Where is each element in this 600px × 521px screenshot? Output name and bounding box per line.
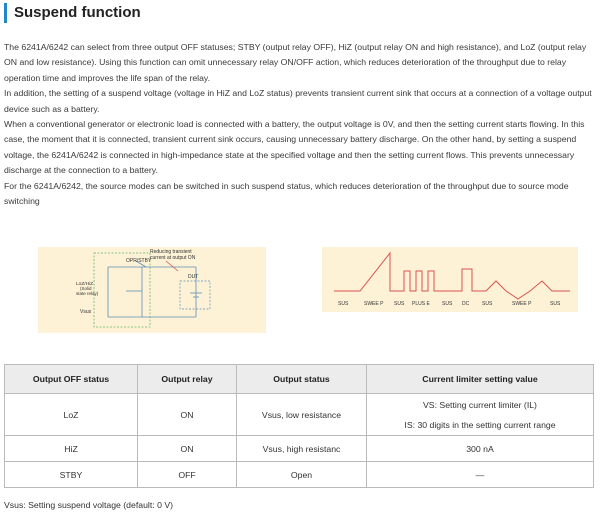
column-header: Output OFF status bbox=[5, 365, 138, 394]
table-cell: ON bbox=[138, 394, 237, 436]
wave-label: SUS bbox=[482, 301, 493, 307]
table-cell: Vsus, high resistanc bbox=[237, 436, 367, 462]
table-cell: 300 nA bbox=[367, 436, 594, 462]
table-cell: STBY bbox=[5, 462, 138, 488]
opr-label: OPR/STBY bbox=[126, 258, 152, 264]
description bbox=[4, 40, 594, 209]
paragraph: When a conventional generator or electronic load is connected with a battery, the output voltage is 0V, and then the setting current starts flowing. In this case, the moment that it is connected, transient current sink occurs, causing unnecessary battery discharge. On the other hand, by setting a suspend voltage, the 6241A/6242 is connected in high-impedance state at the specified voltage and then the setting current flows. This prevents unnecessary discharge at the connection to a battery. bbox=[4, 119, 585, 176]
table-cell: — bbox=[367, 462, 594, 488]
dut-label: DUT bbox=[188, 274, 199, 280]
table-cell: HiZ bbox=[5, 436, 138, 462]
table-cell: ON bbox=[138, 436, 237, 462]
paragraph: In addition, the setting of a suspend voltage (voltage in HiZ and LoZ status) prevents transient current sink that occurs at a connection of a voltage output device such as a battery. bbox=[4, 88, 592, 114]
column-header: Current limiter setting value bbox=[367, 365, 594, 394]
waveform-line bbox=[334, 253, 570, 299]
wave-label: SUS bbox=[442, 301, 453, 307]
wave-label: SUS bbox=[550, 301, 561, 307]
table-cell: OFF bbox=[138, 462, 237, 488]
wave-label: SWEE P bbox=[364, 301, 384, 307]
wave-label: SWEE P bbox=[512, 301, 532, 307]
table-row bbox=[5, 394, 594, 436]
column-header: Output status bbox=[237, 365, 367, 394]
wave-label: PLUS E bbox=[412, 301, 430, 307]
table-cell bbox=[367, 394, 594, 436]
relay-label-1: LoZ/HiZ bbox=[76, 282, 94, 287]
table-row bbox=[5, 462, 594, 488]
relay-label-2: (Solid bbox=[80, 286, 92, 291]
relay-label-3: state relay) bbox=[76, 291, 99, 296]
dut-box bbox=[180, 281, 210, 309]
wave-label: DC bbox=[462, 301, 470, 307]
waveform-diagram bbox=[322, 247, 578, 312]
limit-line: IS: 30 digits in the setting current range bbox=[404, 419, 556, 430]
table-cell: LoZ bbox=[5, 394, 138, 436]
limit-line: VS: Setting current limiter (IL) bbox=[423, 399, 537, 410]
wave-label: SUS bbox=[394, 301, 405, 307]
suspend-status-table bbox=[4, 364, 594, 488]
table-cell: Vsus, low resistance bbox=[237, 394, 367, 436]
paragraph: The 6241A/6242 can select from three output OFF statuses; STBY (output relay OFF), HiZ (output relay ON and high resistance), and LoZ (output relay ON and low resistance). Using this function can omit unnecessary relay ON/OFF action, which reduces deterioration of the throughput due to relay operation time and improves the life span of the relay. bbox=[4, 42, 587, 83]
transient-note-1: Reducing transient bbox=[150, 249, 192, 255]
table-row bbox=[5, 436, 594, 462]
transient-note-2: current at output ON bbox=[150, 255, 196, 261]
circuit-diagram bbox=[38, 247, 266, 333]
wave-label: SUS bbox=[338, 301, 349, 307]
paragraph: For the 6241A/6242, the source modes can be switched in such suspend status, which reduces deterioration of the throughput due to source mode switching bbox=[4, 180, 569, 207]
section-heading: Suspend function bbox=[4, 3, 141, 23]
footnote: Vsus: Setting suspend voltage (default: 0 V) bbox=[4, 500, 174, 510]
vsus-label: Vsus bbox=[80, 309, 92, 315]
transient-arrow bbox=[166, 261, 178, 271]
table-cell: Open bbox=[237, 462, 367, 488]
column-header: Output relay bbox=[138, 365, 237, 394]
